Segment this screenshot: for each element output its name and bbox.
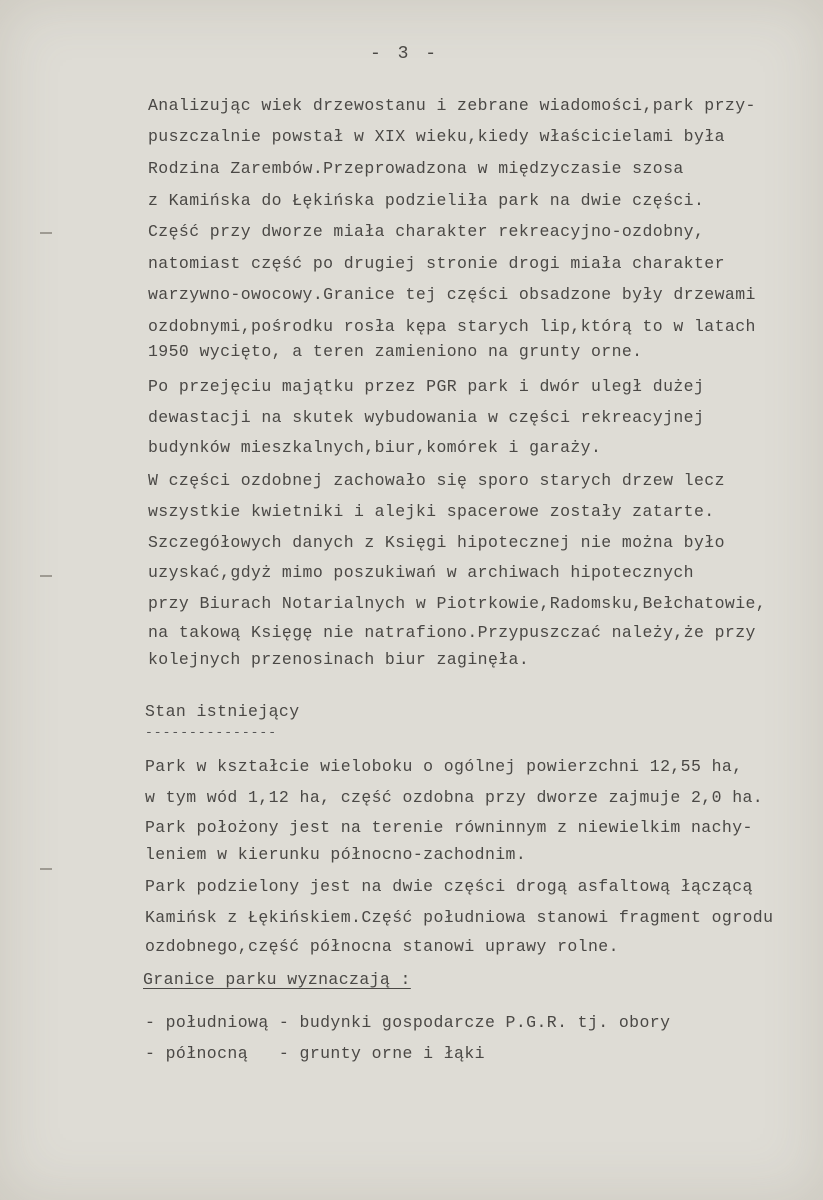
text-line: Park położony jest na terenie równinnym z niewielkim nachy- — [145, 818, 753, 837]
text-line: natomiast część po drugiej stronie drogi miała charakter — [148, 254, 725, 273]
page-number: - 3 - — [370, 44, 440, 64]
text-line: Park podzielony jest na dwie części drogą asfaltową łączącą — [145, 877, 753, 896]
text-line: Część przy dworze miała charakter rekreacyjno-ozdobny, — [148, 222, 705, 241]
text-line: W części ozdobnej zachowało się sporo starych drzew lecz — [148, 471, 725, 490]
text-line: puszczalnie powstał w XIX wieku,kiedy właścicielami była — [148, 127, 725, 146]
text-line: wszystkie kwietniki i alejki spacerowe zostały zatarte. — [148, 502, 715, 521]
text-line: warzywno-owocowy.Granice tej części obsadzone były drzewami — [148, 285, 756, 304]
heading-underline: --------------- — [145, 725, 278, 740]
text-line: Po przejęciu majątku przez PGR park i dwór uległ dużej — [148, 377, 705, 396]
text-line: przy Biurach Notarialnych w Piotrkowie,Radomsku,Bełchatowie, — [148, 594, 767, 613]
text-line: dewastacji na skutek wybudowania w części rekreacyjnej — [148, 408, 705, 427]
text-line: z Kamińska do Łękińska podzieliła park na dwie części. — [148, 191, 705, 210]
boundary-item: - północną - grunty orne i łąki — [145, 1044, 485, 1063]
text-line: Szczegółowych danych z Księgi hipotecznej nie można było — [148, 533, 725, 552]
boundaries-heading: Granice parku wyznaczają : — [143, 970, 411, 989]
text-line: Kamińsk z Łękińskiem.Część południowa stanowi fragment ogrodu — [145, 908, 774, 927]
text-line: kolejnych przenosinach biur zaginęła. — [148, 650, 530, 669]
margin-mark — [40, 232, 52, 234]
text-line: budynków mieszkalnych,biur,komórek i garaży. — [148, 438, 602, 457]
text-line: Analizując wiek drzewostanu i zebrane wiadomości,park przy- — [148, 96, 756, 115]
text-line: 1950 wycięto, a teren zamieniono na grunty orne. — [148, 342, 643, 361]
boundary-item: - południową - budynki gospodarcze P.G.R. tj. obory — [145, 1013, 671, 1032]
margin-mark — [40, 868, 52, 870]
text-line: ozdobnego,część północna stanowi uprawy rolne. — [145, 937, 619, 956]
text-line: na takową Księgę nie natrafiono.Przypuszczać należy,że przy — [148, 623, 756, 642]
text-line: Rodzina Zarembów.Przeprowadzona w międzyczasie szosa — [148, 159, 684, 178]
text-line: w tym wód 1,12 ha, część ozdobna przy dworze zajmuje 2,0 ha. — [145, 788, 764, 807]
margin-mark — [40, 575, 52, 577]
text-line: Park w kształcie wieloboku o ogólnej powierzchni 12,55 ha, — [145, 757, 743, 776]
text-line: ozdobnymi,pośrodku rosła kępa starych lip,którą to w latach — [148, 317, 756, 336]
section-heading: Stan istniejący — [145, 702, 300, 721]
text-line: leniem w kierunku północno-zachodnim. — [145, 845, 527, 864]
text-line: uzyskać,gdyż mimo poszukiwań w archiwach hipotecznych — [148, 563, 694, 582]
